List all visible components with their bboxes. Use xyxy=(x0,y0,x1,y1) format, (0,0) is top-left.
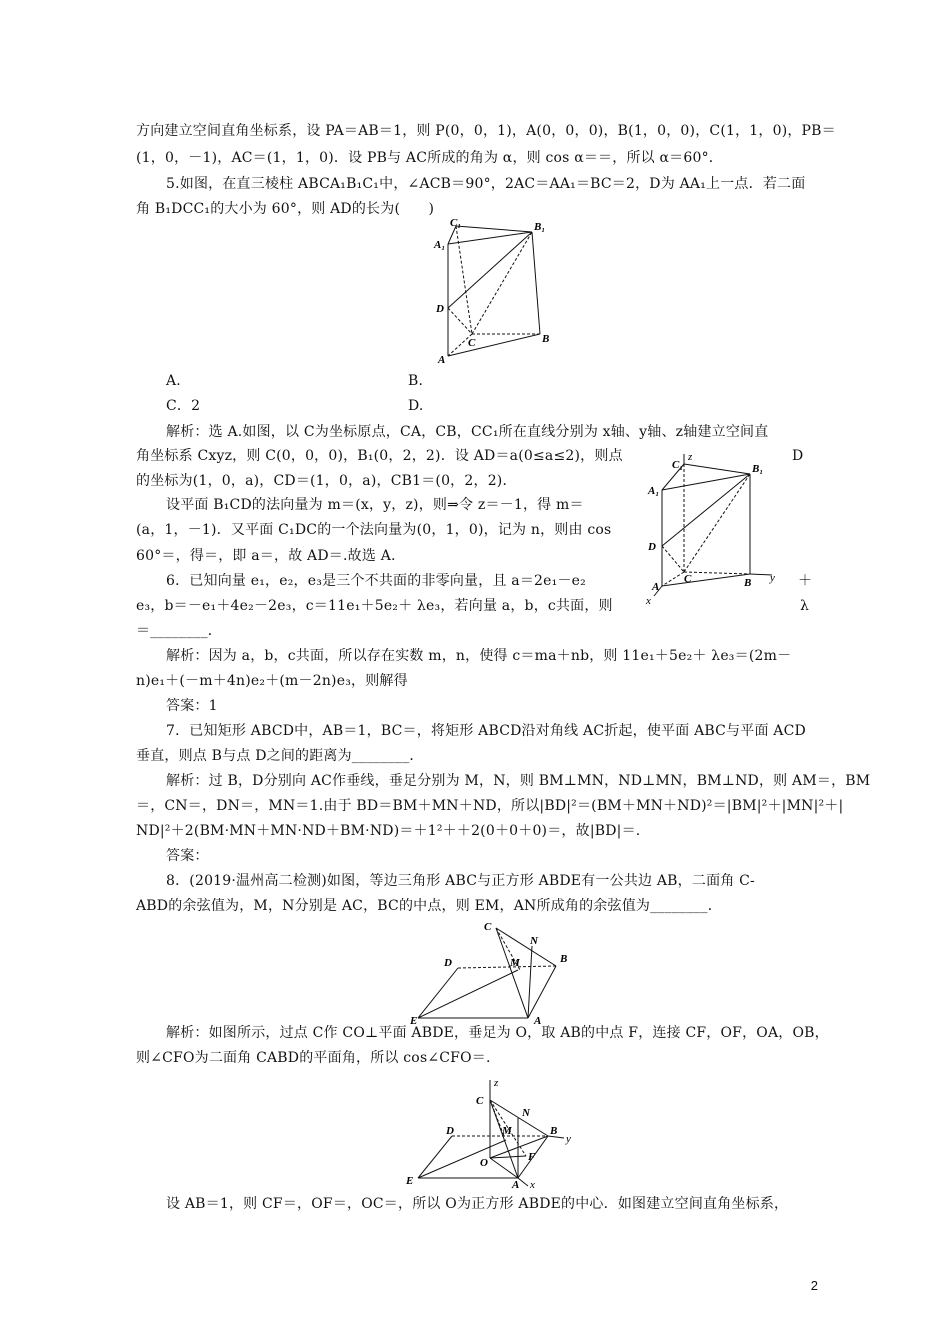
text-line: ＋ xyxy=(798,573,813,589)
text-line: 60°＝，得＝，即 a＝，故 AD＝.故选 A. xyxy=(136,548,396,564)
label-D: D xyxy=(648,541,656,553)
text-line: n)e₁＋(－m＋4n)e₂＋(m－2n)e₃，则解得 xyxy=(136,673,408,689)
text-line: ND|²＋2(BM·MN＋MN·ND＋BM·ND)＝＋1²＋＋2(0＋0＋0)＝，故|BD|＝. xyxy=(136,823,641,839)
prism-coordinate-figure xyxy=(644,448,790,606)
prism-figure xyxy=(424,218,566,366)
label-O: O xyxy=(480,1157,488,1169)
label-C: C xyxy=(476,1095,484,1107)
coordinate-figure xyxy=(404,1074,584,1190)
label-A: A xyxy=(512,1179,520,1190)
label-A: A xyxy=(652,581,660,593)
label-B: B xyxy=(744,577,752,589)
label-N: N xyxy=(522,1107,530,1119)
label-M: M xyxy=(502,1125,512,1137)
label-B: B xyxy=(550,1125,558,1137)
text-line: D xyxy=(792,448,804,464)
label-D: D xyxy=(446,1125,454,1137)
text-line: 设平面 B₁CD的法向量为 m＝(x，y，z)，则⇒令 z＝－1，得 m＝ xyxy=(166,497,584,513)
text-line: ＝，CN＝，DN＝，MN＝1.由于 BD＝BM＋MN＋ND，所以|BD|²＝(BM＋MN＋ND)²＝|BM|²＋|MN|²＋| xyxy=(136,798,844,814)
option-c: C．2 xyxy=(166,398,201,414)
label-A: A xyxy=(534,1015,542,1026)
axis-z: z xyxy=(494,1077,499,1089)
label-C: C xyxy=(484,921,492,933)
label-B: B xyxy=(542,333,550,345)
label-C: C xyxy=(684,573,692,585)
label-A1: A₁ xyxy=(434,239,446,251)
answer-6: 答案：1 xyxy=(166,698,218,714)
problem-8-text: 8．(2019·温州高二检测)如图，等边三角形 ABC与正方形 ABDE有一公共边 AB，二面角 C- xyxy=(166,873,755,889)
text-line: ABD的余弦值为，M，N分别是 AC，BC的中点，则 EM，AN所成角的余弦值为________． xyxy=(136,898,722,914)
option-d: D. xyxy=(408,398,424,414)
axis-y: y xyxy=(770,572,775,584)
axis-x: x xyxy=(530,1179,535,1190)
label-C: C xyxy=(468,337,476,349)
text-line: 方向建立空间直角坐标系，设 PA＝AB＝1，则 P(0，0，1)，A(0，0，0)，B(1，0，0)，C(1，1，0)，PB＝ xyxy=(136,123,836,139)
option-a: A. xyxy=(166,373,181,389)
solution-7-text: 解析：过 B，D分别向 AC作垂线，垂足分别为 M，N，则 BM⊥MN，ND⊥MN，BM⊥ND，则 AM＝，BM xyxy=(166,773,871,789)
text-line: e₃，b＝－e₁＋4e₂－2e₃，c＝11e₁＋5e₂＋ λe₃，若向量 a，b，c共面，则 xyxy=(136,598,613,614)
axis-x: x xyxy=(646,595,651,606)
solution-6-text: 解析：因为 a，b，c共面，所以存在实数 m，n，使得 c＝ma＋nb，则 11e₁＋5e₂＋ λe₃＝(2m－ xyxy=(166,648,792,664)
label-A: A xyxy=(438,354,446,366)
label-E: E xyxy=(410,1015,418,1026)
triangle-square-figure xyxy=(410,916,582,1026)
label-F: F xyxy=(528,1151,536,1163)
text-line: 角 B₁DCC₁的大小为 60°，则 AD的长为( ) xyxy=(136,201,435,217)
text-line: 的坐标为(1，0，a)，CD＝(1，0，a)，CB1＝(0，2，2)． xyxy=(136,473,517,489)
text-line: (1，0，－1)，AC＝(1，1，0)．设 PB与 AC所成的角为 α，则 cos α＝＝，所以 α＝60°． xyxy=(136,150,723,166)
text-line: (a，1，－1)．又平面 C₁DC的一个法向量为(0，1，0)，记为 n，则由 cos xyxy=(136,522,612,538)
problem-5-text: 5.如图，在直三棱柱 ABCA₁B₁C₁中，∠ACB＝90°，2AC＝AA₁＝BC＝2，D为 AA₁上一点．若二面 xyxy=(166,176,806,192)
label-M: M xyxy=(510,957,520,969)
label-B: B xyxy=(560,953,568,965)
solution-5-text: 解析：选 A.如图，以 C为坐标原点，CA，CB，CC₁所在直线分别为 x轴、y轴、z轴建立空间直 xyxy=(166,424,769,440)
text-line: 角坐标系 Cxyz，则 C(0，0，0)，B₁(0，2，2)．设 AD＝a(0≤a≤2)，则点 xyxy=(136,448,623,464)
option-b: B. xyxy=(408,373,424,389)
label-D: D xyxy=(436,303,444,315)
problem-6-text: 6．已知向量 e₁，e₂，e₃是三个不共面的非零向量，且 a＝2e₁－e₂ xyxy=(166,573,586,589)
axis-y: y xyxy=(566,1133,571,1145)
label-C1: C₁ xyxy=(450,218,462,229)
page-number: 2 xyxy=(810,1278,818,1293)
answer-7: 答案： xyxy=(166,848,209,864)
label-B1: B₁ xyxy=(752,463,764,475)
label-E: E xyxy=(406,1175,414,1187)
solution-8-text: 解析：如图所示，过点 C作 CO⊥平面 ABDE，垂足为 O，取 AB的中点 F，连接 CF，OF，OA，OB， xyxy=(166,1025,829,1041)
label-B1: B₁ xyxy=(534,221,546,233)
text-line: 设 AB＝1，则 CF＝，OF＝，OC＝，所以 O为正方形 ABDE的中心．如图建立空间直角坐标系， xyxy=(166,1196,789,1212)
label-C1: C₁ xyxy=(672,459,684,471)
text-line: ＝________． xyxy=(136,623,222,639)
problem-7-text: 7．已知矩形 ABCD中，AB＝1，BC＝，将矩形 ABCD沿对角线 AC折起，使平面 ABC与平面 ACD xyxy=(166,723,806,739)
label-D: D xyxy=(444,957,452,969)
text-line: 则∠CFO为二面角 CABD的平面角，所以 cos∠CFO＝. xyxy=(136,1050,491,1066)
text-line: 垂直，则点 B与点 D之间的距离为________． xyxy=(136,748,424,764)
label-A1: A₁ xyxy=(648,485,660,497)
text-line: λ xyxy=(800,598,810,614)
axis-z: z xyxy=(688,451,693,463)
label-N: N xyxy=(530,935,538,947)
